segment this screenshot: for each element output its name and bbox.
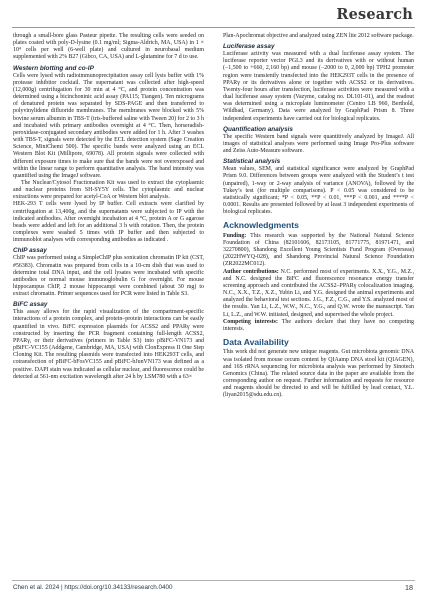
western-blot-heading: Western blotting and co-IP: [13, 64, 94, 72]
coip-paragraph: HEK-293 T cells were lysed by IP buffer. Cell extracts were clarified by centrifugation at 13,400g, and the supernatants were subjected to IP with the indicated antibodies. After overnight incubation at 4 °C, protein A or G agarose beads were added and left for an additional 3 h with rotation. Then, the protein complexes were washed 5 times with IP buffer and then subjected to immunoblot analyses with corresponding antibodies as indicated .: [13, 201, 204, 244]
funding-label: Funding:: [223, 232, 247, 239]
bifc-heading: BiFC assay: [13, 301, 48, 309]
acknowledgments-heading: Acknowledgments: [223, 220, 299, 231]
data-availability-heading: Data Availability: [223, 336, 289, 347]
bifc-paragraph: This assay allows for the rapid visualization of the compartment-specific interactions of a protein complex, and protein–protein interactions can be easily quantified in vivo. BiFC expression plasmids for ACSS2 and PPARγ were constructed by inserting the PCR fragment containing full-length ACSS2, PPARγ, or their derivatives (primers in Table S3) into pBiFC-VN173 and pBiFC-VC155 (Addgene, Cambridge, MA, USA) with ClonExpress II One Step Cloning Kit. The resulting plasmids were transfected into HEK293T cells, and cotransfection of pBiFC-bFosVC155 and pBiFC-bJunVN173 was defined as a positive. DAPI stain was indicated as cellular nuclear, and fluorescence could be detected at 561-nm excitation wavelength after 24 h by LSM780 with a 63×: [13, 309, 204, 380]
statistics-paragraph: Mean values, SEM, and statistical significance were analyzed by GraphPad Prism 9.0. Differences between groups were analyzed with the Student’s t test (unpaired), 1-way or 2-way analysis of variance (ANOVA), followed by the Tukey’s test (for multiple comparisons). P < 0.05 was considered to be statistically significant; *P < 0.05, **P < 0.01, ***P < 0.001, and ****P < 0.0001. Results are presented followed by at least 3 independent experiments of biological replicates.: [223, 166, 414, 216]
luciferase-heading: Luciferase assay: [223, 43, 275, 51]
funding-text: This research was supported by the National Natural Science Foundation of China (82101606, 82173105, 81771775, 81971471, and 32270800), Shandong Excellent Young Scientists Fund Program (Overseas) (2022HWYQ-028), and Shandong Provincial Natural Science Foundation (ZR2022MC012).: [223, 232, 414, 268]
competing-text: The authors declare that they have no competing interests.: [223, 318, 414, 332]
competing-paragraph: [223, 319, 414, 333]
journal-title: Research: [336, 6, 413, 23]
footer-divider: [12, 580, 415, 581]
contributions-label: Author contributions:: [223, 268, 279, 275]
right-column: [223, 33, 414, 400]
intro-paragraph: through a small-bore glass Pasteur pipette. The resulting cells were seeded on plates coated with poly-D-lysine (0.1 mg/ml; Sigma-Aldrich, MA, USA) in 1 × 10⁴ cells per well (6-well plate) and cultured in neurobasal medium supplemented with 2% B27 (Gibco, CA, USA) and L-glutamine for 7 d to use.: [13, 33, 204, 61]
quantification-heading: Quantification analysis: [223, 125, 293, 133]
statistics-heading: Statistical analysis: [223, 158, 281, 166]
header-divider: [12, 27, 415, 28]
western-blot-paragraph: Cells were lysed with radioimmunoprecipitation assay cell lysis buffer with 1% protease inhibitor cocktail. The supernatant was collected after high-speed (12,000g) centrifugation for 30 min at 4 °C, and protein concentration was determined using a bicinchoninic acid assay (PA115; Tiangen). Ten micrograms of denatured protein was separated by SDS-PAGE and then transferred to polyvinylidene difluoride membranes. The membranes were blocked with 5% bovine serum albumin in TBS-T (tris-buffered saline with Tween 20) for 2 to 3 h and incubated with primary antibodies overnight at 4 °C. Then, horseradish-peroxidase-conjugated secondary antibodies were added for 1 h. After 3 washes with TBS-T, signals were detected by the ECL detection system (Sage Creation Science, MiniChemi 500). The specific bands were analyzed using an ECL Western Blot Kit (Millipore, 69078). All protein signals were collected with different exposure times to make sure that the bands were not overexposed and within the linear range to perform quantitative analysis. The band intensity was quantified using the ImageJ software.: [13, 72, 204, 179]
chip-paragraph: ChIP was performed using a SimpleChIP plus sonication chromatin IP kit (CST, #56383). Chromatin was prepared from cells in a 10-cm dish that was used to determine total DNA input, and the cell lysates were incubated with specific antibodies or normal mouse immunoglobulin G for overnight. For mouse hippocampus ChIP, 2 mouse hippocampi were combined (about 30 mg) to extract chromatin. Primer sequences used for PCR were listed in Table S3.: [13, 255, 204, 298]
objective-paragraph: Plan-Apochromat objective and analyzed using ZEN lite 2012 software package.: [223, 33, 414, 39]
contributions-paragraph: [223, 269, 414, 319]
luciferase-paragraph: Luciferase activity was measured with a dual luciferase assay system. The luciferase reporter vector PGL3 and its derivatives with or without human (−1,500 to +660, 2,160 bp) and mouse (−2000 to 0, 2,000 bp) TPH2 promoter region were transiently transfected into the HEK293T cells in the presence of PPARγ or its derivatives alone or together with ACSS2 or its derivatives. Twenty-four hours after transfection, luciferase activities were measured with a dual luciferase assay system (Vazyme, catalog no. DL101-01), and the readout was determined using a microplate luminometer (Centro LB 960, Berthold, Wildbad, Germany). Data were analyzed by GraphPad Prism 8. Three independent experiments have carried out for biological replicates.: [223, 51, 414, 122]
nuclear-fraction-paragraph: The Nuclear/Cytosol Fractionation Kit was used to extract the cytoplasmic and nuclear proteins from SH-SY5Y cells. The cytoplasmic and nuclear extractions were prepared for acetyl-CoA or Western blot analysis.: [13, 179, 204, 201]
competing-label: Competing interests:: [223, 318, 278, 325]
contributions-text: N.C. performed most of experiments. X.X., Y.G., M.Z., and N.C. designed the BiFC and fluorescence resonance energy transfer screening approach and contributed the ACSS2–PPARγ colocalization imaging. N.C., X.X., T.Z., X.Z., Yubin Li, and Y.G. designed the animal experiments and analyzed the behavioral test sections. J.G., F.Z., C.G., and Y.S. analyzed most of the results. Yan Li, L.Z., W.W., N.C., Y.G., and Q.W. wrote the manuscript. Yan Li, L.Z., and W.W. initiated, designed, and supervised the whole project.: [223, 268, 414, 318]
quantification-paragraph: The specific Western band signals were quantitively analyzed by ImageJ. All images of statistical analyses were performed using Image Pro-Plus software and Zeiss Auto-Measure software.: [223, 133, 414, 155]
data-availability-paragraph: This work did not generate new unique reagents. Gut microbiota genomic DNA was isolated from mouse cecum content by QIAamp DNA stool kit (QIAGEN), and 16S rRNA sequencing for microbiota analysis was performed by Sinotech Genomics (China). The related source data in the paper are available from the corresponding author on request. Further information and requests for resource and reagents should be directed to and will be fulfilled by lead contact, Y.L. (liyan2015@sdu.edu.cn).: [223, 349, 414, 399]
footer-citation[interactable]: Chen et al. 2024 | https://doi.org/10.34133/research.0400: [13, 584, 173, 591]
page-number: 18: [405, 583, 413, 592]
funding-paragraph: [223, 233, 414, 269]
chip-heading: ChIP assay: [13, 247, 47, 255]
left-column: [13, 33, 204, 381]
